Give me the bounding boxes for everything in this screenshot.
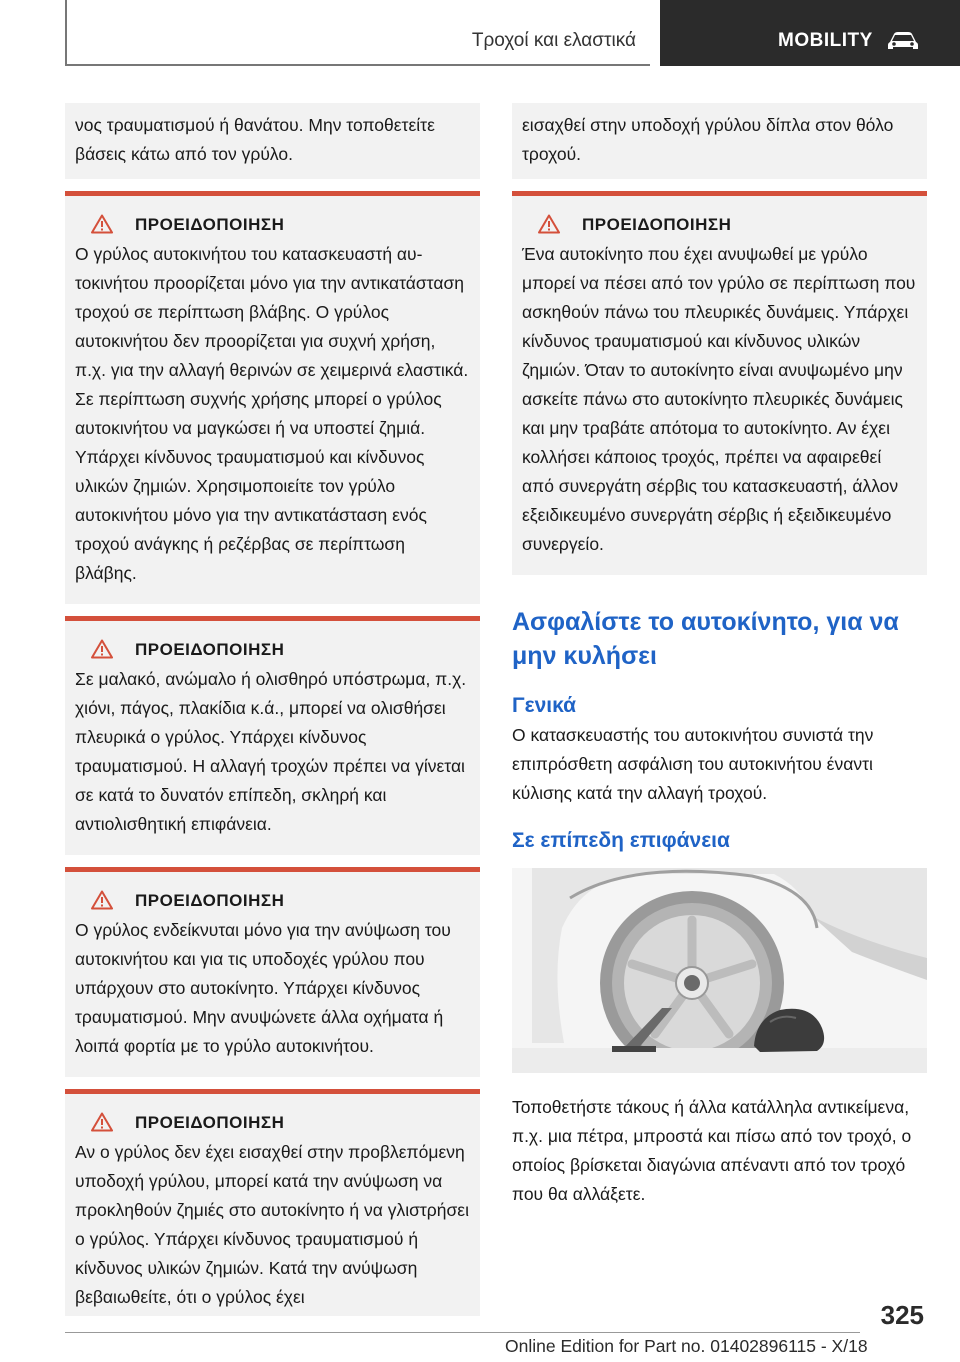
footer-divider	[65, 1332, 860, 1333]
wheel-chock-illustration	[512, 868, 927, 1073]
warning-title	[538, 210, 917, 238]
left-column	[65, 103, 480, 1316]
warning-body: Αν ο γρύλος δεν έχει εισαχθεί στην προβλεπόμενη υποδοχή γρύλου, μπορεί κατά την ανύψωση να προκληθούν ζημιές στο αυτοκίνητο ή να γλιστρήσει ο γρύλος. Υπάρχει κίνδυνος τραυματισμού ή κίνδυνος υλικών ζημιών. Κατά την ανύψωση βεβαιωθείτε, ότι ο γρύλος έχει	[75, 1142, 469, 1307]
warning-title	[91, 635, 470, 663]
header-section-frame	[65, 0, 650, 66]
continuation-text: εισαχθεί στην υποδοχή γρύλου δίπλα στον θόλο τροχού.	[522, 115, 894, 164]
continuation-box	[512, 103, 927, 179]
warning-title-text: ΠΡΟΕΙΔΟΠΟΙΗΣΗ	[135, 639, 285, 659]
warning-title-text: ΠΡΟΕΙΔΟΠΟΙΗΣΗ	[135, 214, 285, 234]
figure-caption: Τοποθετήστε τάκους ή άλλα κατάλληλα αντικείμενα, π.χ. μια πέτρα, μπροστά και πίσω από τον τροχό, ο οποίος βρίσκεται διαγώνια απέναντι από τον τροχό που θα αλλάξετε.	[512, 1097, 912, 1204]
warning-triangle-icon	[91, 1112, 113, 1132]
warning-title	[91, 210, 470, 238]
section-heading: Ασφαλίστε το αυτοκίνητο, για να μην κυλήσει	[512, 608, 899, 670]
warning-body: Ο γρύλος ενδείκνυται μόνο για την ανύψωση του αυτοκινήτου και για τις υποδοχές γρύλου που υπάρχουν στο αυτοκίνητο. Υπάρχει κίνδυνος τραυματισμού. Μην ανυψώνετε άλλα οχήματα ή λοιπά φορτία με το γρύλο αυτοκινήτου.	[75, 920, 451, 1056]
warning-title	[91, 1108, 470, 1136]
general-text: Ο κατασκευαστής του αυτοκινήτου συνιστά την επιπρόσθετη ασφάλιση του αυτοκινήτου έναντι κύλισης κατά την αλλαγή τροχού.	[512, 725, 874, 803]
continuation-box	[65, 103, 480, 179]
warning-title-text: ΠΡΟΕΙΔΟΠΟΙΗΣΗ	[582, 214, 732, 234]
warning-box	[65, 616, 480, 855]
header-section-title: Τροχοί και ελαστικά	[471, 30, 636, 51]
warning-triangle-icon	[538, 214, 560, 234]
warning-body: Σε μαλακό, ανώμαλο ή ολισθηρό υπόστρωμα, π.χ. χιόνι, πάγος, πλακίδια κ.ά., μπορεί να ολισθήσει πλευρικά ο γρύλος. Υπάρχει κίνδυνος τραυματισμού. Η αλλαγή τροχών πρέπει να γίνεται σε κατά το δυνατόν επίπεδη, σκληρή και αντιολισθητική επιφάνεια.	[75, 669, 467, 834]
warning-title-text: ΠΡΟΕΙΔΟΠΟΙΗΣΗ	[135, 890, 285, 910]
warning-triangle-icon	[91, 890, 113, 910]
header-chapter-tab	[660, 0, 960, 66]
right-column	[512, 103, 927, 1209]
wheel-with-stone-image	[512, 868, 927, 1073]
warning-body: Ένα αυτοκίνητο που έχει ανυψωθεί με γρύλο μπορεί να πέσει από τον γρύλο σε περίπτωση που ασκηθούν πάνω του πλευρικές δυνάμεις. Υπάρχει κίνδυνος τραυματισμού και κίνδυνος υλικών ζημιών. Όταν το αυτοκίνητο είναι ανυψωμένο μην ασκείτε πάνω στο αυτοκίνητο πλευρικές δυνάμεις και μην τραβάτε απότομα το αυτοκίνητο. Αν έχει κολλήσει κάποιος τροχός, πρέπει να αφαιρεθεί από συνεργάτη σέρβις του κατασκευαστή, άλλον εξειδικευμένο συνεργάτη σέρβις ή εξειδικευμένο συνεργείο.	[522, 244, 916, 554]
subheading-general: Γενικά	[512, 694, 577, 717]
car-icon	[886, 28, 920, 52]
warning-triangle-icon	[91, 639, 113, 659]
warning-box	[65, 867, 480, 1077]
subheading-level-surface: Σε επίπεδη επιφάνεια	[512, 829, 730, 852]
continuation-text: νος τραυματισμού ή θανάτου. Μην τοποθετείτε βάσεις κάτω από τον γρύλο.	[75, 115, 435, 164]
page-header	[0, 0, 960, 66]
page-number: 325	[880, 1300, 924, 1330]
warning-title-text: ΠΡΟΕΙΔΟΠΟΙΗΣΗ	[135, 1112, 285, 1132]
warning-box	[65, 191, 480, 604]
warning-body: Ο γρύλος αυτοκινήτου του κατασκευαστή αυτοκινήτου προορίζεται μόνο για την αντικατάσταση τροχού σε περίπτωση βλάβης. Ο γρύλος αυτοκινήτου δεν προορίζεται για συχνή χρήση, π.χ. για την αλλαγή θερινών σε χειμερινά ελαστικά. Σε περίπτωση συχνής χρήσης μπορεί ο γρύλος αυτοκινήτου να μαγκώσει ή να υποστεί ζημιά. Υπάρχει κίνδυνος τραυματισμού και κίνδυνος υλικών ζημιών. Χρησιμοποιείτε τον γρύλο αυτοκινήτου μόνο για την αντικατάσταση ενός τροχού ανάγκης ή ρεζέρβας σε περίπτωση βλάβης.	[75, 244, 469, 583]
warning-triangle-icon	[91, 214, 113, 234]
warning-box	[512, 191, 927, 575]
warning-title	[91, 886, 470, 914]
chapter-label: MOBILITY	[778, 30, 873, 51]
warning-box	[65, 1089, 480, 1316]
footer-edition-text: Online Edition for Part no. 01402896115 - X/18	[505, 1336, 868, 1356]
